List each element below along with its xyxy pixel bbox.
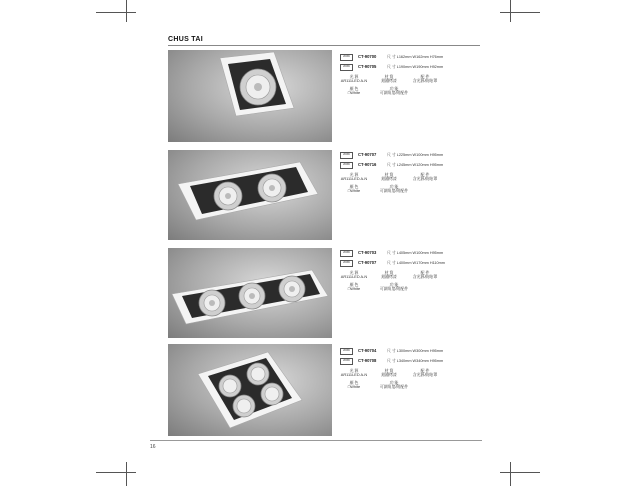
spec-grid [340,185,482,194]
spec-label: 配 件 [420,368,430,373]
spec-label: 配 件 [420,270,430,275]
spec-value: 鋁鐵烤漆 [381,176,397,182]
model-code: CT-90704 [358,347,377,353]
model-code: CT-90703 [358,249,377,255]
model-row [340,62,482,72]
model-code: CT-90707 [358,259,377,265]
spec-grid [340,173,482,182]
spec-label: 材 質 [384,368,394,373]
spec-label: 功 能 [389,379,399,385]
header-divider [168,45,480,46]
product-specs [340,248,482,292]
model-size: 尺 寸 L225mm W100mm H95mm [387,152,444,157]
spec-value: 鋁鐵烤漆 [381,78,397,84]
model-size: 尺 寸 L340mm W340mm H95mm [387,358,444,363]
model-row [340,258,482,268]
wattage-icon: 200W [340,54,353,61]
spec-value: AR111LED A-N [340,176,368,182]
spec-label: 顏 色 [349,281,359,287]
spec-value: 可調角度/附配件 [379,384,409,390]
model-row [340,356,482,366]
wattage-icon: 200W [340,64,353,71]
wattage-icon: 200W [340,260,353,267]
spec-value: 鋁鐵烤漆 [381,274,397,280]
model-code: CT-90705 [358,63,377,69]
spec-value: AR111LED A-N [340,372,368,378]
spec-grid [340,369,482,378]
product-photo-single [168,50,332,142]
brand-title: CHUS TAI [168,36,203,43]
model-row [340,248,482,258]
model-size: 尺 寸 L400mm W170mm H110mm [387,260,445,265]
spec-label: 功 能 [389,183,399,189]
crop-mark [510,462,511,486]
spec-label: 功 能 [389,85,399,91]
model-row [340,346,482,356]
model-size: 尺 寸 L405mm W100mm H95mm [387,250,444,255]
model-size: 尺 寸 L190mm W190mm H92mm [387,64,444,69]
product-photo-quad [168,344,332,436]
crop-mark [500,12,540,13]
crop-mark [126,462,127,486]
spec-label: 光 源 [349,368,359,373]
spec-label: 配 件 [420,74,430,79]
spec-value: □White [347,188,361,194]
spec-value: □White [347,90,361,96]
wattage-icon: 200W [340,162,353,169]
product-photo-triple [168,248,332,338]
spec-value: 可調角度/附配件 [379,90,409,96]
crop-mark [96,472,136,473]
spec-grid [340,283,482,292]
crop-mark [96,12,136,13]
wattage-icon: 200W [340,348,353,355]
spec-label: 光 源 [349,270,359,275]
spec-label: 材 質 [384,172,394,177]
product-photo-double [168,150,332,240]
spec-value: □White [347,286,361,292]
wattage-icon: 200W [340,358,353,365]
model-size: 尺 寸 L245mm W120mm H95mm [387,162,444,167]
product-specs [340,346,482,390]
model-size: 尺 寸 L162mm W162mm H76mm [387,54,444,59]
product-specs [340,52,482,96]
spec-label: 配 件 [420,172,430,177]
spec-grid [340,271,482,280]
spec-label: 顏 色 [349,85,359,91]
spec-label: 顏 色 [349,183,359,189]
spec-value: □White [347,384,361,390]
page-number: 16 [150,444,156,450]
model-code: CT-90707 [358,151,377,157]
model-size: 尺 寸 L300mm W300mm H95mm [387,348,444,353]
spec-value: 含光源/防眩罩 [412,274,438,280]
spec-value: 可調角度/附配件 [379,286,409,292]
crop-mark [510,0,511,22]
spec-value: AR111LED A-N [340,274,368,280]
spec-value: AR111LED A-N [340,78,368,84]
spec-value: 鋁鐵烤漆 [381,372,397,378]
model-row [340,160,482,170]
spec-value: 可調角度/附配件 [379,188,409,194]
spec-label: 光 源 [349,172,359,177]
crop-mark [500,472,540,473]
wattage-icon: 200W [340,250,353,257]
model-row [340,52,482,62]
spec-label: 顏 色 [349,379,359,385]
spec-label: 材 質 [384,74,394,79]
spec-label: 光 源 [349,74,359,79]
model-code: CT-90700 [358,53,377,59]
spec-value: 含光源/防眩罩 [412,78,438,84]
spec-grid [340,75,482,84]
crop-mark [126,0,127,22]
spec-grid [340,381,482,390]
spec-label: 功 能 [389,281,399,287]
spec-grid [340,87,482,96]
spec-value: 含光源/防眩罩 [412,176,438,182]
model-row [340,150,482,160]
model-code: CT-90708 [358,357,377,363]
model-code: CT-90716 [358,161,377,167]
footer-divider [150,440,482,441]
spec-label: 材 質 [384,270,394,275]
wattage-icon: 200W [340,152,353,159]
spec-value: 含光源/防眩罩 [412,372,438,378]
product-specs [340,150,482,194]
